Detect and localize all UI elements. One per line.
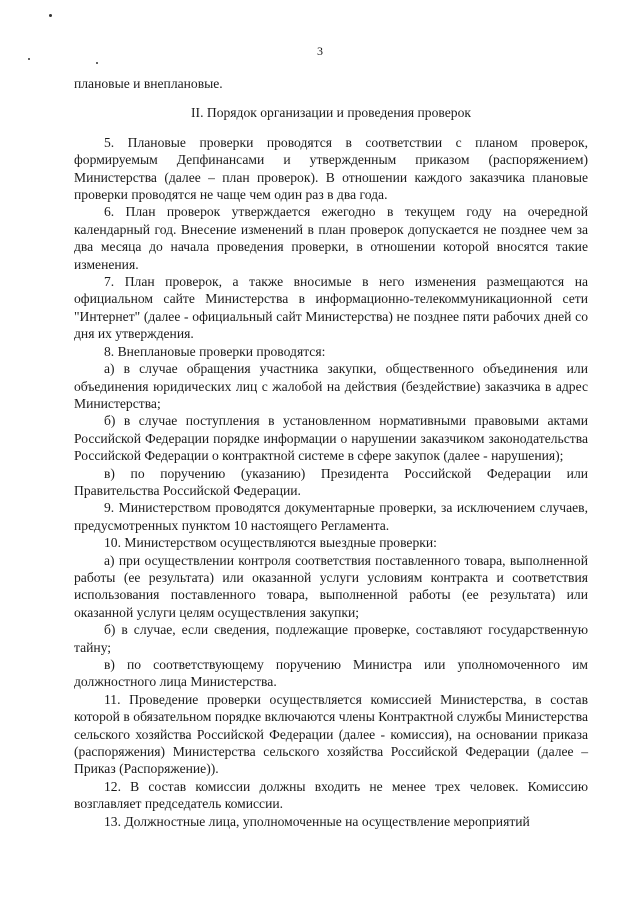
paragraph-11: 11. Проведение проверки осуществляется комиссией Министерства, в состав которой в обязательном порядке включаются члены Контрактной службы Министерства сельского хозяйства Российской Федерации (далее - комиссия), на основании приказа (распоряжения) Министерства сельского хозяйства Российской Федерации (далее – Приказ (Распоряжение)). xyxy=(74,691,588,777)
paragraph-10b: б) в случае, если сведения, подлежащие проверке, составляют государственную тайну; xyxy=(74,622,588,655)
paragraph-10a: а) при осуществлении контроля соответствия поставленного товара, выполненной работы (ее результата) или оказанной услуги условиям контракта и соответствия использования поставленного товара, выполненной работы (ее результата) или оказанной услуги целям осуществления закупки; xyxy=(74,552,588,620)
paragraph-6: 6. План проверок утверждается ежегодно в текущем году на очередной календарный год. Внесение изменений в план проверок допускается не позднее чем за два месяца до начала проведения проверки, в отношении которой вносятся такие изменения. xyxy=(74,204,588,272)
paragraph-9: 9. Министерством проводятся документарные проверки, за исключением случаев, предусмотренных пунктом 10 настоящего Регламента. xyxy=(74,500,588,533)
paragraph-7: 7. План проверок, а также вносимые в него изменения размещаются на официальном сайте Министерства в информационно-телекоммуникационной сети "Интернет" (далее - официальный сайт Министерства) не позднее пяти рабочих дней со дня их утверждения. xyxy=(74,274,588,342)
scan-mark xyxy=(96,62,98,64)
paragraph-13: 13. Должностные лица, уполномоченные на осуществление мероприятий xyxy=(104,813,530,829)
paragraph-8b: б) в случае поступления в установленном нормативными правовыми актами Российской Федерации порядке информации о нарушении заказчиком законодательства Российской Федерации о контрактной системе в сфере закупок (далее - нарушения); xyxy=(74,413,588,464)
scan-mark xyxy=(49,14,52,17)
paragraph-10v: в) по соответствующему поручению Министра или уполномоченного им должностного лица Министерства. xyxy=(74,657,588,690)
paragraph-10: 10. Министерством осуществляются выездные проверки: xyxy=(104,535,437,551)
paragraph-5: 5. Плановые проверки проводятся в соответствии с планом проверок, формируемым Депфинансами и утвержденным приказом (распоряжением) Министерства (далее – план проверок). В отношении каждого заказчика плановые проверки проводятся не чаще чем один раз в два года. xyxy=(74,134,588,203)
paragraph-8a: а) в случае обращения участника закупки, общественного объединения или объединения юридических лиц с жалобой на действия (бездействие) заказчика в адрес Министерства; xyxy=(74,361,588,411)
page-number: 3 xyxy=(317,44,323,58)
section-heading: II. Порядок организации и проведения проверок xyxy=(191,105,471,121)
intro-text: плановые и внеплановые. xyxy=(74,76,223,91)
paragraph-8: 8. Внеплановые проверки проводятся: xyxy=(104,343,326,359)
paragraph-8v: в) по поручению (указанию) Президента Российской Федерации или Правительства Российской Федерации. xyxy=(74,465,588,498)
paragraph-12: 12. В состав комиссии должны входить не менее трех человек. Комиссию возглавляет председатель комиссии. xyxy=(74,778,588,812)
document-body xyxy=(74,75,588,830)
